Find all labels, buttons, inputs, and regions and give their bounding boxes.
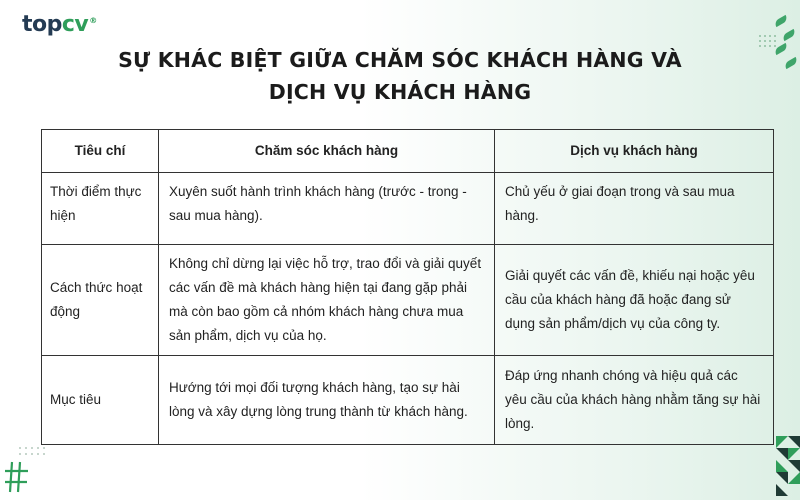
title-line-2: DỊCH VỤ KHÁCH HÀNG: [268, 80, 532, 104]
row-criterion: Thời điểm thực hiện: [42, 173, 159, 245]
row-care-cell: Xuyên suốt hành trình khách hàng (trước - trong - sau mua hàng).: [159, 173, 495, 245]
row-service-cell: Giải quyết các vấn đề, khiếu nại hoặc yêu cầu của khách hàng đã hoặc đang sử dụng sản phẩm/dịch vụ của công ty.: [495, 245, 774, 356]
header-customer-service: Dịch vụ khách hàng: [495, 130, 774, 173]
table-header-row: [42, 130, 774, 173]
hash-pattern-icon: [4, 444, 48, 496]
header-criterion: Tiêu chí: [42, 130, 159, 173]
table-row: [42, 173, 774, 245]
row-service-cell: Chủ yếu ở giai đoạn trong và sau mua hàng.: [495, 173, 774, 245]
table-row: [42, 245, 774, 356]
title-line-1: SỰ KHÁC BIỆT GIỮA CHĂM SÓC KHÁCH HÀNG VÀ: [118, 48, 682, 72]
row-care-cell: Không chỉ dừng lại việc hỗ trợ, trao đổi và giải quyết các vấn đề mà khách hàng hiện tại đang gặp phải mà còn bao gồm cả nhóm khách hàng chưa mua sản phẩm, dịch vụ của họ.: [159, 245, 495, 356]
registered-mark: ®: [89, 15, 97, 25]
page-title: [0, 44, 800, 108]
header-customer-care: Chăm sóc khách hàng: [159, 130, 495, 173]
row-service-cell: Đáp ứng nhanh chóng và hiệu quả các yêu cầu của khách hàng nhằm tăng sự hài lòng.: [495, 356, 774, 445]
triangle-pattern-icon: [770, 436, 800, 500]
row-criterion: Cách thức hoạt động: [42, 245, 159, 356]
logo-top-text: top: [22, 12, 62, 37]
dot-grid-icon: [758, 34, 778, 54]
comparison-table: [41, 129, 774, 445]
logo-cv-text: cv: [61, 12, 89, 37]
topcv-logo[interactable]: [22, 12, 97, 37]
row-criterion: Mục tiêu: [42, 356, 159, 445]
table-row: [42, 356, 774, 445]
row-care-cell: Hướng tới mọi đối tượng khách hàng, tạo sự hài lòng và xây dựng lòng trung thành từ khách hàng.: [159, 356, 495, 445]
